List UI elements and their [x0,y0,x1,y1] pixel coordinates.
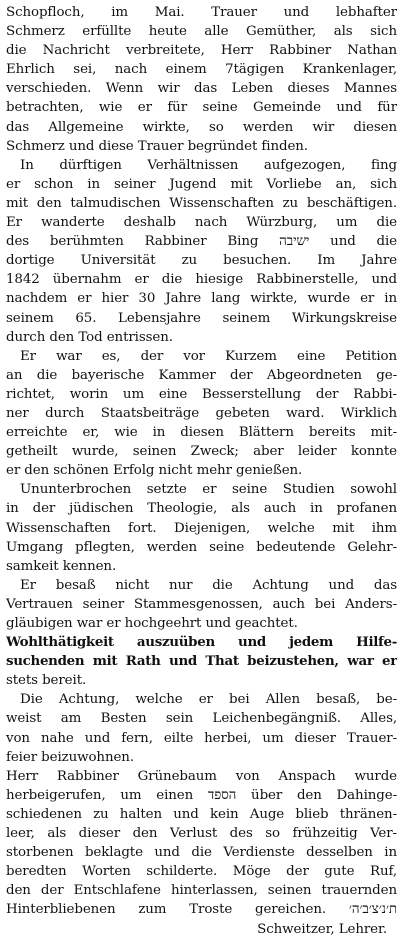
article-line: den der Entschlafene hinterlassen, seinen trauernden [6,883,397,899]
article-line: herbeigerufen, um einen הספד über den Dahinge- [6,787,397,803]
article-line: ner durch Staatsbeiträge gebeten ward. Wirklich [6,405,397,421]
article-line: 1842 übernahm er die hiesige Rabbinerstelle, und [6,272,397,288]
article-line: das Allgemeine wirkte, so werden wir diesen [6,119,397,135]
article-line: Die Achtung, welche er bei Allen besaß, be- [20,692,397,708]
article-line: erreichte er, wie in diesen Blättern bereits mit- [6,425,397,441]
article-line: schiedenen zu halten und kein Auge blieb thränen- [6,806,397,822]
article-line: beredten Worten schilderte. Möge der gute Ruf, [6,864,397,880]
article-line: durch den Tod entrissen. [6,329,173,345]
article-line: Schopfloch, im Mai. Trauer und lebhafter [6,5,397,20]
article-line: nachdem er hier 30 Jahre lang wirkte, wurde er in [6,291,397,307]
article-line: storbenen beklagte und die Verdienste desselben in [6,845,397,861]
article-line: gläubigen war er hochgeehrt und geachtet. [6,616,298,631]
article-line: samkeit kennen. [6,558,117,574]
article-line: er schon in seiner Jugend mit Vorliebe an, sich [6,176,397,192]
article-line: Er wanderte deshalb nach Würzburg, um die [6,215,397,231]
article-line: Ununterbrochen setzte er seine Studien sowohl [20,482,397,498]
article-line: Er war es, der vor Kurzem eine Petition [20,348,397,364]
article-line: getheilt wurde, seinen Zweck; aber leider konnte [6,444,397,460]
article-line: suchenden mit Rath und That beizustehen, war er [6,653,397,670]
article-line: Herr Rabbiner Grünebaum von Anspach wurde [6,768,397,784]
article-line: Wissenschaften fort. Diejenigen, welche mit ihm [6,520,397,536]
article-line: die Nachricht verbreitete, Herr Rabbiner Nathan [6,43,397,59]
article-line: Vertrauen seiner Stammesgenossen, auch bei Anders- [6,596,397,612]
article-line: dortige Universität zu besuchen. Im Jahre [6,253,397,269]
article-line: stets bereit. [6,673,87,689]
article-line: weist am Besten sein Leichenbegängniß. Alles, [6,711,397,727]
article-line: feier beizuwohnen. [6,749,134,765]
article-line: in der jüdischen Theologie, als auch in profanen [6,501,397,517]
article-line: Er besaß nicht nur die Achtung und das [20,577,397,593]
article-line: Wohlthätigkeit auszuüben und jedem Hilfe- [6,634,397,651]
article-line: In dürftigen Verhältnissen aufgezogen, fing [20,157,397,173]
article-line: Ehrlich sei, nach einem 7tägigen Krankenlager, [6,62,397,78]
article-line: er den schönen Erfolg nicht mehr genießen. [6,463,303,479]
article-line: verschieden. Wenn wir das Leben dieses Mannes [6,81,397,97]
article-line: richtet, worin um eine Besserstellung der Rabbi- [6,386,397,402]
article-line: an die bayerische Kammer der Abgeordneten ge- [6,367,397,383]
article-line: des berühmten Rabbiner Bing ישיבה und die [6,234,397,250]
article-line: mit den talmudischen Wissenschaften zu beschäftigen. [6,195,397,211]
article-line: leer, als dieser den Verlust des so frühzeitig Ver- [6,826,397,842]
article-line: Hinterbliebenen zum Troste gereichen. ת׳נ׳צ׳ב׳ה׳ [6,902,397,918]
article-line: Umgang pflegten, werden seine bedeutende Gelehr- [6,539,397,555]
article-line: betrachten, wie er für seine Gemeinde und für [6,100,397,116]
article-line: von nahe und fern, eilte herbei, um dieser Trauer- [6,730,397,746]
article-line: Schmerz und diese Trauer begründet finden. [6,138,308,154]
article-line: seinem 65. Lebensjahre seinem Wirkungskreise [6,310,397,326]
author-signature: Schweitzer, Lehrer. [257,921,387,937]
article-line: Schmerz erfüllte heute alle Gemüther, als sich [6,24,397,40]
